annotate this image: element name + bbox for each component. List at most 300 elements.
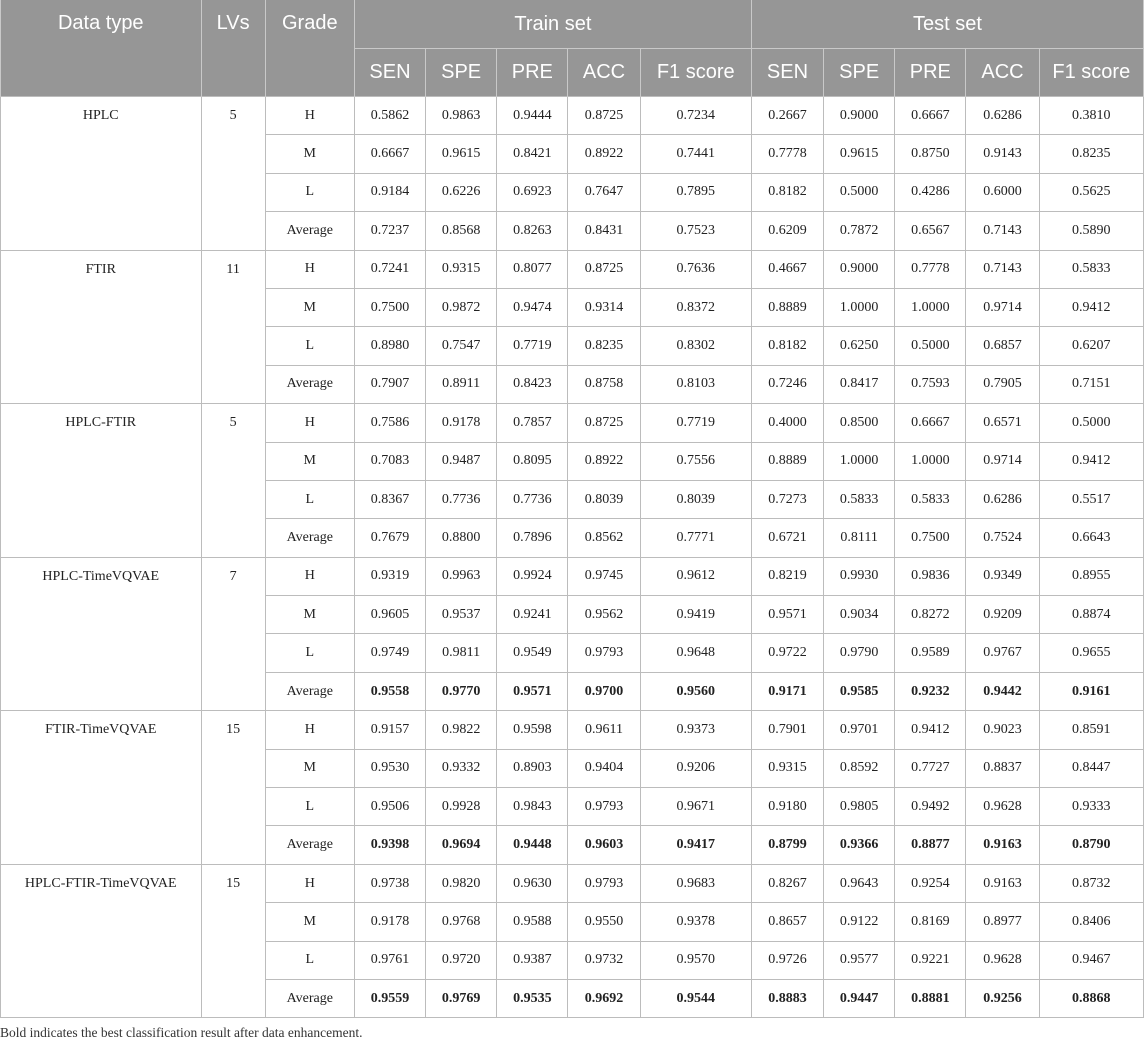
value-cell: 0.8877 <box>895 826 966 864</box>
value-cell: 0.8421 <box>497 135 568 173</box>
value-cell: 0.9163 <box>966 826 1039 864</box>
value-cell: 0.2667 <box>751 97 823 135</box>
value-cell: 0.6857 <box>966 327 1039 365</box>
lvs-cell: 7 <box>201 557 265 711</box>
table-row <box>1 250 1144 288</box>
header-metric-test-pre: PRE <box>895 49 966 97</box>
value-cell: 0.9241 <box>497 596 568 634</box>
value-cell: 0.9209 <box>966 596 1039 634</box>
value-cell: 0.8837 <box>966 749 1039 787</box>
value-cell: 0.9726 <box>751 941 823 979</box>
value-cell: 0.9492 <box>895 788 966 826</box>
value-cell: 0.8911 <box>426 365 497 403</box>
grade-cell: Average <box>265 519 354 557</box>
value-cell: 0.9467 <box>1039 941 1143 979</box>
data-type-cell: HPLC-FTIR <box>1 404 202 558</box>
value-cell: 0.8095 <box>497 442 568 480</box>
value-cell: 0.7736 <box>426 480 497 518</box>
value-cell: 0.8272 <box>895 596 966 634</box>
value-cell: 0.8657 <box>751 903 823 941</box>
grade-cell: M <box>265 749 354 787</box>
grade-cell: H <box>265 711 354 749</box>
value-cell: 0.4667 <box>751 250 823 288</box>
value-cell: 0.5862 <box>354 97 425 135</box>
value-cell: 0.9180 <box>751 788 823 826</box>
value-cell: 0.6286 <box>966 480 1039 518</box>
value-cell: 0.8406 <box>1039 903 1143 941</box>
value-cell: 0.8500 <box>824 404 895 442</box>
value-cell: 0.8732 <box>1039 864 1143 902</box>
value-cell: 0.9963 <box>426 557 497 595</box>
header-metric-train-sen: SEN <box>354 49 425 97</box>
grade-cell: Average <box>265 365 354 403</box>
value-cell: 0.9769 <box>426 979 497 1017</box>
table-header <box>1 0 1144 97</box>
value-cell: 0.9598 <box>497 711 568 749</box>
value-cell: 0.9232 <box>895 672 966 710</box>
value-cell: 0.9671 <box>640 788 751 826</box>
value-cell: 0.7500 <box>895 519 966 557</box>
value-cell: 0.9571 <box>497 672 568 710</box>
value-cell: 0.5517 <box>1039 480 1143 518</box>
table-row <box>1 404 1144 442</box>
value-cell: 0.9315 <box>751 749 823 787</box>
value-cell: 0.7901 <box>751 711 823 749</box>
value-cell: 0.9648 <box>640 634 751 672</box>
value-cell: 0.9143 <box>966 135 1039 173</box>
value-cell: 0.7872 <box>824 212 895 250</box>
value-cell: 0.9793 <box>568 864 640 902</box>
value-cell: 0.9412 <box>1039 442 1143 480</box>
value-cell: 0.6667 <box>895 404 966 442</box>
value-cell: 0.6721 <box>751 519 823 557</box>
grade-cell: L <box>265 327 354 365</box>
table-row <box>1 711 1144 749</box>
value-cell: 0.9692 <box>568 979 640 1017</box>
table-row <box>1 864 1144 902</box>
value-cell: 0.8263 <box>497 212 568 250</box>
value-cell: 0.9412 <box>895 711 966 749</box>
value-cell: 0.9571 <box>751 596 823 634</box>
value-cell: 0.8790 <box>1039 826 1143 864</box>
value-cell: 0.8889 <box>751 288 823 326</box>
value-cell: 0.6226 <box>426 173 497 211</box>
value-cell: 0.9404 <box>568 749 640 787</box>
value-cell: 0.5833 <box>895 480 966 518</box>
value-cell: 0.7771 <box>640 519 751 557</box>
value-cell: 0.9714 <box>966 442 1039 480</box>
value-cell: 0.7586 <box>354 404 425 442</box>
value-cell: 0.9843 <box>497 788 568 826</box>
value-cell: 0.7727 <box>895 749 966 787</box>
value-cell: 0.8423 <box>497 365 568 403</box>
value-cell: 0.7234 <box>640 97 751 135</box>
value-cell: 0.8235 <box>1039 135 1143 173</box>
value-cell: 0.8367 <box>354 480 425 518</box>
value-cell: 0.9474 <box>497 288 568 326</box>
lvs-cell: 15 <box>201 711 265 865</box>
value-cell: 0.8980 <box>354 327 425 365</box>
value-cell: 0.7907 <box>354 365 425 403</box>
value-cell: 0.9701 <box>824 711 895 749</box>
value-cell: 0.9655 <box>1039 634 1143 672</box>
value-cell: 0.9122 <box>824 903 895 941</box>
value-cell: 0.9615 <box>426 135 497 173</box>
value-cell: 0.6923 <box>497 173 568 211</box>
value-cell: 0.9387 <box>497 941 568 979</box>
value-cell: 0.9506 <box>354 788 425 826</box>
value-cell: 0.9535 <box>497 979 568 1017</box>
value-cell: 0.9694 <box>426 826 497 864</box>
table-body <box>1 97 1144 1018</box>
grade-cell: M <box>265 596 354 634</box>
grade-cell: H <box>265 250 354 288</box>
value-cell: 0.6667 <box>895 97 966 135</box>
value-cell: 0.9034 <box>824 596 895 634</box>
lvs-cell: 11 <box>201 250 265 404</box>
value-cell: 0.9768 <box>426 903 497 941</box>
value-cell: 0.9349 <box>966 557 1039 595</box>
grade-cell: M <box>265 903 354 941</box>
value-cell: 0.7523 <box>640 212 751 250</box>
value-cell: 0.9700 <box>568 672 640 710</box>
value-cell: 0.9206 <box>640 749 751 787</box>
table-row <box>1 557 1144 595</box>
value-cell: 0.7246 <box>751 365 823 403</box>
value-cell: 0.9732 <box>568 941 640 979</box>
header-metric-test-f1-score: F1 score <box>1039 49 1143 97</box>
value-cell: 0.9549 <box>497 634 568 672</box>
value-cell: 0.9928 <box>426 788 497 826</box>
value-cell: 0.8039 <box>568 480 640 518</box>
value-cell: 0.9589 <box>895 634 966 672</box>
value-cell: 0.8903 <box>497 749 568 787</box>
value-cell: 0.7895 <box>640 173 751 211</box>
value-cell: 0.9221 <box>895 941 966 979</box>
value-cell: 0.8977 <box>966 903 1039 941</box>
value-cell: 0.9811 <box>426 634 497 672</box>
value-cell: 0.9805 <box>824 788 895 826</box>
value-cell: 0.8447 <box>1039 749 1143 787</box>
value-cell: 0.8568 <box>426 212 497 250</box>
grade-cell: M <box>265 442 354 480</box>
grade-cell: Average <box>265 826 354 864</box>
value-cell: 1.0000 <box>824 288 895 326</box>
value-cell: 0.9793 <box>568 634 640 672</box>
value-cell: 0.9611 <box>568 711 640 749</box>
grade-cell: M <box>265 135 354 173</box>
value-cell: 0.8235 <box>568 327 640 365</box>
value-cell: 0.9398 <box>354 826 425 864</box>
grade-cell: H <box>265 97 354 135</box>
header-metric-test-sen: SEN <box>751 49 823 97</box>
value-cell: 0.8725 <box>568 97 640 135</box>
value-cell: 0.5833 <box>1039 250 1143 288</box>
value-cell: 0.7719 <box>497 327 568 365</box>
value-cell: 0.9822 <box>426 711 497 749</box>
value-cell: 0.7143 <box>966 250 1039 288</box>
table-footnote: Bold indicates the best classification result after data enhancement. <box>0 1025 363 1040</box>
value-cell: 0.8922 <box>568 135 640 173</box>
value-cell: 0.6207 <box>1039 327 1143 365</box>
value-cell: 0.8431 <box>568 212 640 250</box>
value-cell: 0.9863 <box>426 97 497 135</box>
grade-cell: L <box>265 941 354 979</box>
value-cell: 0.9163 <box>966 864 1039 902</box>
value-cell: 1.0000 <box>895 288 966 326</box>
header-test-set: Test set <box>751 0 1143 49</box>
value-cell: 0.5000 <box>824 173 895 211</box>
value-cell: 0.8750 <box>895 135 966 173</box>
data-type-cell: HPLC-FTIR-TimeVQVAE <box>1 864 202 1018</box>
value-cell: 0.7524 <box>966 519 1039 557</box>
value-cell: 0.9448 <box>497 826 568 864</box>
header-lvs: LVs <box>201 0 265 97</box>
value-cell: 0.5625 <box>1039 173 1143 211</box>
value-cell: 0.7896 <box>497 519 568 557</box>
grade-cell: Average <box>265 212 354 250</box>
value-cell: 0.9930 <box>824 557 895 595</box>
value-cell: 0.9256 <box>966 979 1039 1017</box>
value-cell: 0.5890 <box>1039 212 1143 250</box>
grade-cell: L <box>265 173 354 211</box>
value-cell: 0.9487 <box>426 442 497 480</box>
value-cell: 0.9184 <box>354 173 425 211</box>
value-cell: 0.9560 <box>640 672 751 710</box>
value-cell: 0.6643 <box>1039 519 1143 557</box>
value-cell: 0.8922 <box>568 442 640 480</box>
lvs-cell: 5 <box>201 97 265 251</box>
lvs-cell: 5 <box>201 404 265 558</box>
value-cell: 0.8111 <box>824 519 895 557</box>
value-cell: 0.6667 <box>354 135 425 173</box>
header-data-type: Data type <box>1 0 202 97</box>
value-cell: 0.7593 <box>895 365 966 403</box>
value-cell: 0.9628 <box>966 941 1039 979</box>
header-grade: Grade <box>265 0 354 97</box>
value-cell: 0.7273 <box>751 480 823 518</box>
grade-cell: M <box>265 288 354 326</box>
grade-cell: L <box>265 634 354 672</box>
value-cell: 0.7719 <box>640 404 751 442</box>
value-cell: 0.9761 <box>354 941 425 979</box>
value-cell: 0.8103 <box>640 365 751 403</box>
value-cell: 0.9023 <box>966 711 1039 749</box>
value-cell: 0.9442 <box>966 672 1039 710</box>
value-cell: 0.8881 <box>895 979 966 1017</box>
data-type-cell: FTIR <box>1 250 202 404</box>
value-cell: 0.9366 <box>824 826 895 864</box>
value-cell: 0.8592 <box>824 749 895 787</box>
value-cell: 0.9577 <box>824 941 895 979</box>
value-cell: 0.7143 <box>966 212 1039 250</box>
value-cell: 0.7237 <box>354 212 425 250</box>
value-cell: 0.7556 <box>640 442 751 480</box>
grade-cell: H <box>265 864 354 902</box>
lvs-cell: 15 <box>201 864 265 1018</box>
value-cell: 0.3810 <box>1039 97 1143 135</box>
value-cell: 0.9603 <box>568 826 640 864</box>
data-type-cell: HPLC <box>1 97 202 251</box>
value-cell: 0.9314 <box>568 288 640 326</box>
table-row <box>1 97 1144 135</box>
value-cell: 0.9683 <box>640 864 751 902</box>
value-cell: 0.9161 <box>1039 672 1143 710</box>
value-cell: 0.9550 <box>568 903 640 941</box>
value-cell: 0.8725 <box>568 404 640 442</box>
value-cell: 0.8267 <box>751 864 823 902</box>
value-cell: 0.6571 <box>966 404 1039 442</box>
value-cell: 1.0000 <box>824 442 895 480</box>
value-cell: 0.8868 <box>1039 979 1143 1017</box>
value-cell: 0.8182 <box>751 327 823 365</box>
value-cell: 0.8725 <box>568 250 640 288</box>
header-metric-train-f1-score: F1 score <box>640 49 751 97</box>
value-cell: 0.9872 <box>426 288 497 326</box>
value-cell: 0.7736 <box>497 480 568 518</box>
value-cell: 0.9585 <box>824 672 895 710</box>
grade-cell: H <box>265 404 354 442</box>
value-cell: 0.9588 <box>497 903 568 941</box>
data-type-cell: FTIR-TimeVQVAE <box>1 711 202 865</box>
value-cell: 0.7905 <box>966 365 1039 403</box>
grade-cell: L <box>265 788 354 826</box>
value-cell: 0.9417 <box>640 826 751 864</box>
grade-cell: Average <box>265 672 354 710</box>
value-cell: 0.4286 <box>895 173 966 211</box>
value-cell: 0.9630 <box>497 864 568 902</box>
value-cell: 0.6209 <box>751 212 823 250</box>
value-cell: 0.9836 <box>895 557 966 595</box>
value-cell: 0.9412 <box>1039 288 1143 326</box>
value-cell: 0.7647 <box>568 173 640 211</box>
value-cell: 0.9770 <box>426 672 497 710</box>
value-cell: 0.9558 <box>354 672 425 710</box>
value-cell: 0.9612 <box>640 557 751 595</box>
value-cell: 0.9605 <box>354 596 425 634</box>
value-cell: 0.9000 <box>824 97 895 135</box>
data-type-cell: HPLC-TimeVQVAE <box>1 557 202 711</box>
value-cell: 0.9714 <box>966 288 1039 326</box>
value-cell: 0.9820 <box>426 864 497 902</box>
value-cell: 0.9332 <box>426 749 497 787</box>
value-cell: 0.9570 <box>640 941 751 979</box>
value-cell: 0.6000 <box>966 173 1039 211</box>
value-cell: 0.9447 <box>824 979 895 1017</box>
value-cell: 0.9559 <box>354 979 425 1017</box>
value-cell: 0.9530 <box>354 749 425 787</box>
value-cell: 0.9000 <box>824 250 895 288</box>
value-cell: 1.0000 <box>895 442 966 480</box>
value-cell: 0.9767 <box>966 634 1039 672</box>
value-cell: 0.7636 <box>640 250 751 288</box>
value-cell: 0.7500 <box>354 288 425 326</box>
value-cell: 0.7857 <box>497 404 568 442</box>
value-cell: 0.8372 <box>640 288 751 326</box>
value-cell: 0.7083 <box>354 442 425 480</box>
value-cell: 0.9562 <box>568 596 640 634</box>
value-cell: 0.9722 <box>751 634 823 672</box>
value-cell: 0.9178 <box>354 903 425 941</box>
value-cell: 0.8955 <box>1039 557 1143 595</box>
value-cell: 0.9537 <box>426 596 497 634</box>
value-cell: 0.8758 <box>568 365 640 403</box>
value-cell: 0.9738 <box>354 864 425 902</box>
value-cell: 0.6250 <box>824 327 895 365</box>
header-metric-test-spe: SPE <box>824 49 895 97</box>
value-cell: 0.8039 <box>640 480 751 518</box>
value-cell: 0.9178 <box>426 404 497 442</box>
value-cell: 0.9628 <box>966 788 1039 826</box>
value-cell: 0.8889 <box>751 442 823 480</box>
value-cell: 0.8800 <box>426 519 497 557</box>
value-cell: 0.7778 <box>895 250 966 288</box>
value-cell: 0.4000 <box>751 404 823 442</box>
header-metric-train-spe: SPE <box>426 49 497 97</box>
value-cell: 0.7547 <box>426 327 497 365</box>
value-cell: 0.7441 <box>640 135 751 173</box>
header-metric-train-acc: ACC <box>568 49 640 97</box>
value-cell: 0.8182 <box>751 173 823 211</box>
value-cell: 0.9924 <box>497 557 568 595</box>
header-metric-train-pre: PRE <box>497 49 568 97</box>
value-cell: 0.8874 <box>1039 596 1143 634</box>
value-cell: 0.8077 <box>497 250 568 288</box>
value-cell: 0.9793 <box>568 788 640 826</box>
value-cell: 0.8302 <box>640 327 751 365</box>
value-cell: 0.8169 <box>895 903 966 941</box>
header-metric-test-acc: ACC <box>966 49 1039 97</box>
value-cell: 0.8883 <box>751 979 823 1017</box>
value-cell: 0.9319 <box>354 557 425 595</box>
value-cell: 0.7151 <box>1039 365 1143 403</box>
value-cell: 0.6286 <box>966 97 1039 135</box>
grade-cell: H <box>265 557 354 595</box>
value-cell: 0.5833 <box>824 480 895 518</box>
value-cell: 0.9720 <box>426 941 497 979</box>
value-cell: 0.8562 <box>568 519 640 557</box>
value-cell: 0.7778 <box>751 135 823 173</box>
value-cell: 0.5000 <box>895 327 966 365</box>
value-cell: 0.7679 <box>354 519 425 557</box>
grade-cell: Average <box>265 979 354 1017</box>
value-cell: 0.9544 <box>640 979 751 1017</box>
value-cell: 0.8799 <box>751 826 823 864</box>
value-cell: 0.9171 <box>751 672 823 710</box>
value-cell: 0.9643 <box>824 864 895 902</box>
header-train-set: Train set <box>354 0 751 49</box>
value-cell: 0.9373 <box>640 711 751 749</box>
grade-cell: L <box>265 480 354 518</box>
value-cell: 0.8591 <box>1039 711 1143 749</box>
value-cell: 0.8417 <box>824 365 895 403</box>
value-cell: 0.9419 <box>640 596 751 634</box>
value-cell: 0.9444 <box>497 97 568 135</box>
value-cell: 0.9790 <box>824 634 895 672</box>
value-cell: 0.9254 <box>895 864 966 902</box>
value-cell: 0.9615 <box>824 135 895 173</box>
value-cell: 0.9749 <box>354 634 425 672</box>
value-cell: 0.9745 <box>568 557 640 595</box>
value-cell: 0.6567 <box>895 212 966 250</box>
value-cell: 0.8219 <box>751 557 823 595</box>
value-cell: 0.9333 <box>1039 788 1143 826</box>
value-cell: 0.9315 <box>426 250 497 288</box>
value-cell: 0.9378 <box>640 903 751 941</box>
value-cell: 0.7241 <box>354 250 425 288</box>
value-cell: 0.5000 <box>1039 404 1143 442</box>
value-cell: 0.9157 <box>354 711 425 749</box>
